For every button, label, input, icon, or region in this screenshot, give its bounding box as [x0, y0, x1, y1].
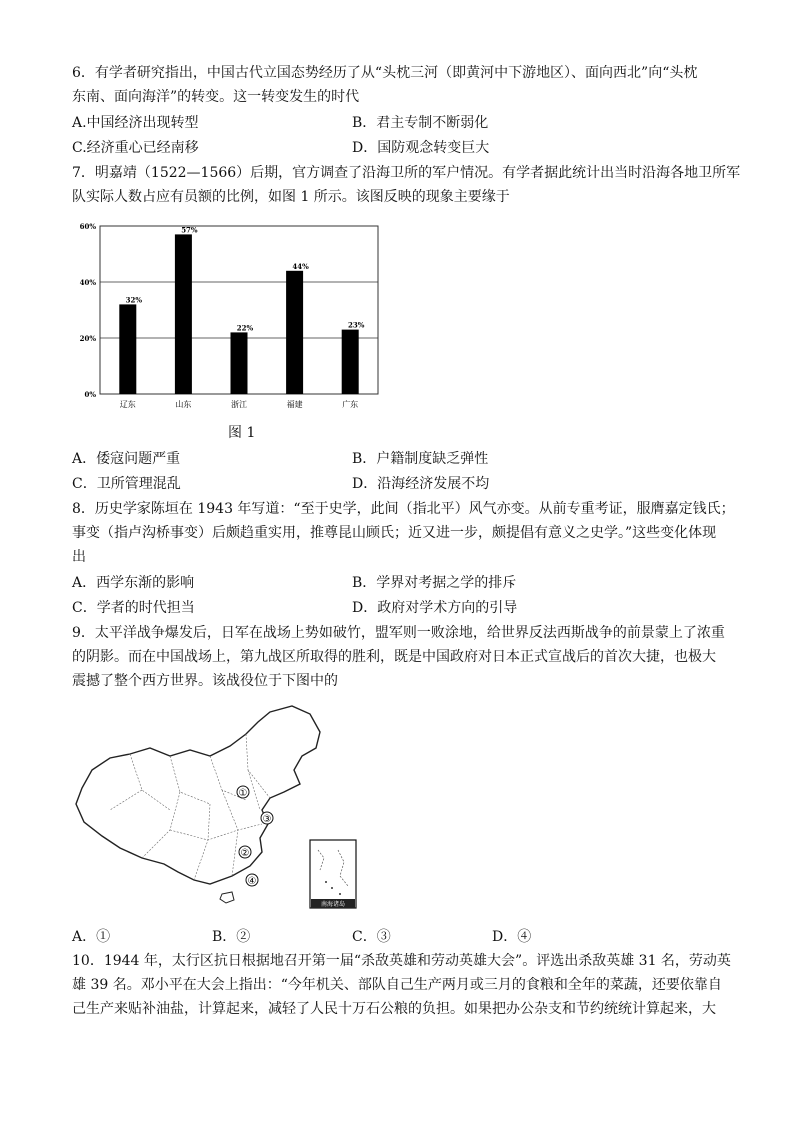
q9-stem-line1: 9．太平洋战争爆发后，日军在战场上势如破竹，盟军则一败涂地，给世界反法西斯战争的前景蒙上了浓重 [72, 625, 725, 641]
q6-option-d: D．国防观念转变巨大 [352, 140, 490, 156]
south-china-sea-inset [310, 840, 356, 908]
q8-stem-line2: 事变（指卢沟桥事变）后颇趋重实用，推尊昆山顾氏；近又进一步，颇提倡有意义之史学。”这些变化体现 [72, 525, 717, 541]
q8-stem-line1: 8．历史学家陈垣在 1943 年写道：“至于史学，此间（指北平）风气亦变。从前专重考证，服膺嘉定钱氏； [72, 501, 735, 517]
figure-label: 图 1 [228, 425, 256, 441]
bar-4 [342, 330, 359, 394]
category-label: 福建 [286, 400, 303, 409]
inset-label: 南海诸岛 [320, 901, 346, 908]
q9-option-a: A．① [72, 929, 111, 945]
hainan-island [220, 892, 234, 903]
marker-3 [261, 812, 273, 825]
svg-text:③: ③ [262, 814, 272, 825]
q8-option-b: B．学界对考据之学的排斥 [352, 575, 517, 591]
y-tick-label: 60% [79, 222, 96, 231]
svg-text:②: ② [240, 848, 250, 859]
q8-option-d: D．政府对学术方向的引导 [352, 600, 518, 616]
q9-option-d: D．④ [492, 929, 532, 945]
q8-stem-line3: 出 [72, 549, 86, 565]
y-tick-label: 0% [84, 390, 96, 399]
q7-option-a: A．倭寇问题严重 [72, 451, 181, 467]
y-tick-label: 20% [79, 334, 96, 343]
q10-stem-line2: 雄 39 名。邓小平在大会上指出：“今年机关、部队自己生产两月或三月的食粮和全年的菜蔬，还要依靠自 [72, 977, 722, 993]
svg-text:①: ① [238, 788, 248, 799]
bar-chart [70, 214, 390, 419]
q8-option-c: C．学者的时代担当 [72, 600, 195, 616]
china-outline [76, 706, 320, 884]
category-label: 山东 [175, 400, 192, 409]
bar-3 [286, 271, 303, 394]
q6-option-a: A.中国经济出现转型 [72, 115, 199, 131]
marker-4 [246, 874, 258, 887]
value-label: 57% [181, 225, 198, 235]
q9-stem-line3: 震撼了整个西方世界。该战役位于下图中的 [72, 673, 338, 689]
value-label: 22% [236, 323, 254, 333]
category-label: 辽东 [119, 400, 136, 409]
q6-stem-line2: 东南、面向海洋”的转变。这一转变发生的时代 [72, 89, 360, 105]
marker-2 [239, 846, 251, 859]
value-label: 44% [292, 261, 309, 271]
q7-stem-line2: 队实际人数占应有员额的比例，如图 1 所示。该图反映的现象主要缘于 [72, 189, 510, 205]
q6-option-c: C.经济重心已经南移 [72, 140, 199, 156]
svg-text:④: ④ [247, 876, 257, 887]
china-map [70, 700, 370, 915]
category-label: 浙江 [231, 400, 247, 409]
q9-option-c: C．③ [352, 929, 391, 945]
category-label: 广东 [342, 400, 359, 409]
bar-1 [175, 234, 192, 394]
bar-0 [119, 304, 136, 394]
y-tick-labels [80, 222, 97, 399]
q9-option-b: B．② [212, 929, 251, 945]
y-tick-label: 40% [79, 278, 96, 287]
q8-option-a: A．西学东渐的影响 [72, 575, 195, 591]
category-labels [120, 399, 358, 409]
bar-2 [231, 332, 248, 394]
q7-option-b: B．户籍制度缺乏弹性 [352, 451, 489, 467]
value-label: 23% [347, 320, 365, 330]
q7-option-c: C．卫所管理混乱 [72, 476, 181, 492]
q10-stem-line3: 己生产来贴补油盐，计算起来，减轻了人民十万石公粮的负担。如果把办公杂支和节约统统计算起来，大 [72, 1001, 716, 1017]
q7-stem-line1: 7．明嘉靖（1522—1566）后期，官方调查了沿海卫所的军户情况。有学者据此统计出当时沿海各地卫所军 [72, 165, 741, 181]
q6-stem-line1: 6．有学者研究指出，中国古代立国态势经历了从“头枕三河（即黄河中下游地区）、面向西北”向“头枕 [72, 65, 698, 81]
q6-option-b: B．君主专制不断弱化 [352, 115, 489, 131]
q10-stem-line1: 10．1944 年，太行区抗日根据地召开第一届“杀敌英雄和劳动英雄大会”。评选出杀敌英雄 31 名，劳动英 [72, 953, 731, 969]
q9-stem-line2: 的阴影。而在中国战场上，第九战区所取得的胜利，既是中国政府对日本正式宣战后的首次大捷，也极大 [72, 649, 716, 665]
q7-option-d: D．沿海经济发展不均 [352, 476, 490, 492]
marker-1 [237, 786, 249, 799]
value-label: 32% [125, 295, 143, 305]
